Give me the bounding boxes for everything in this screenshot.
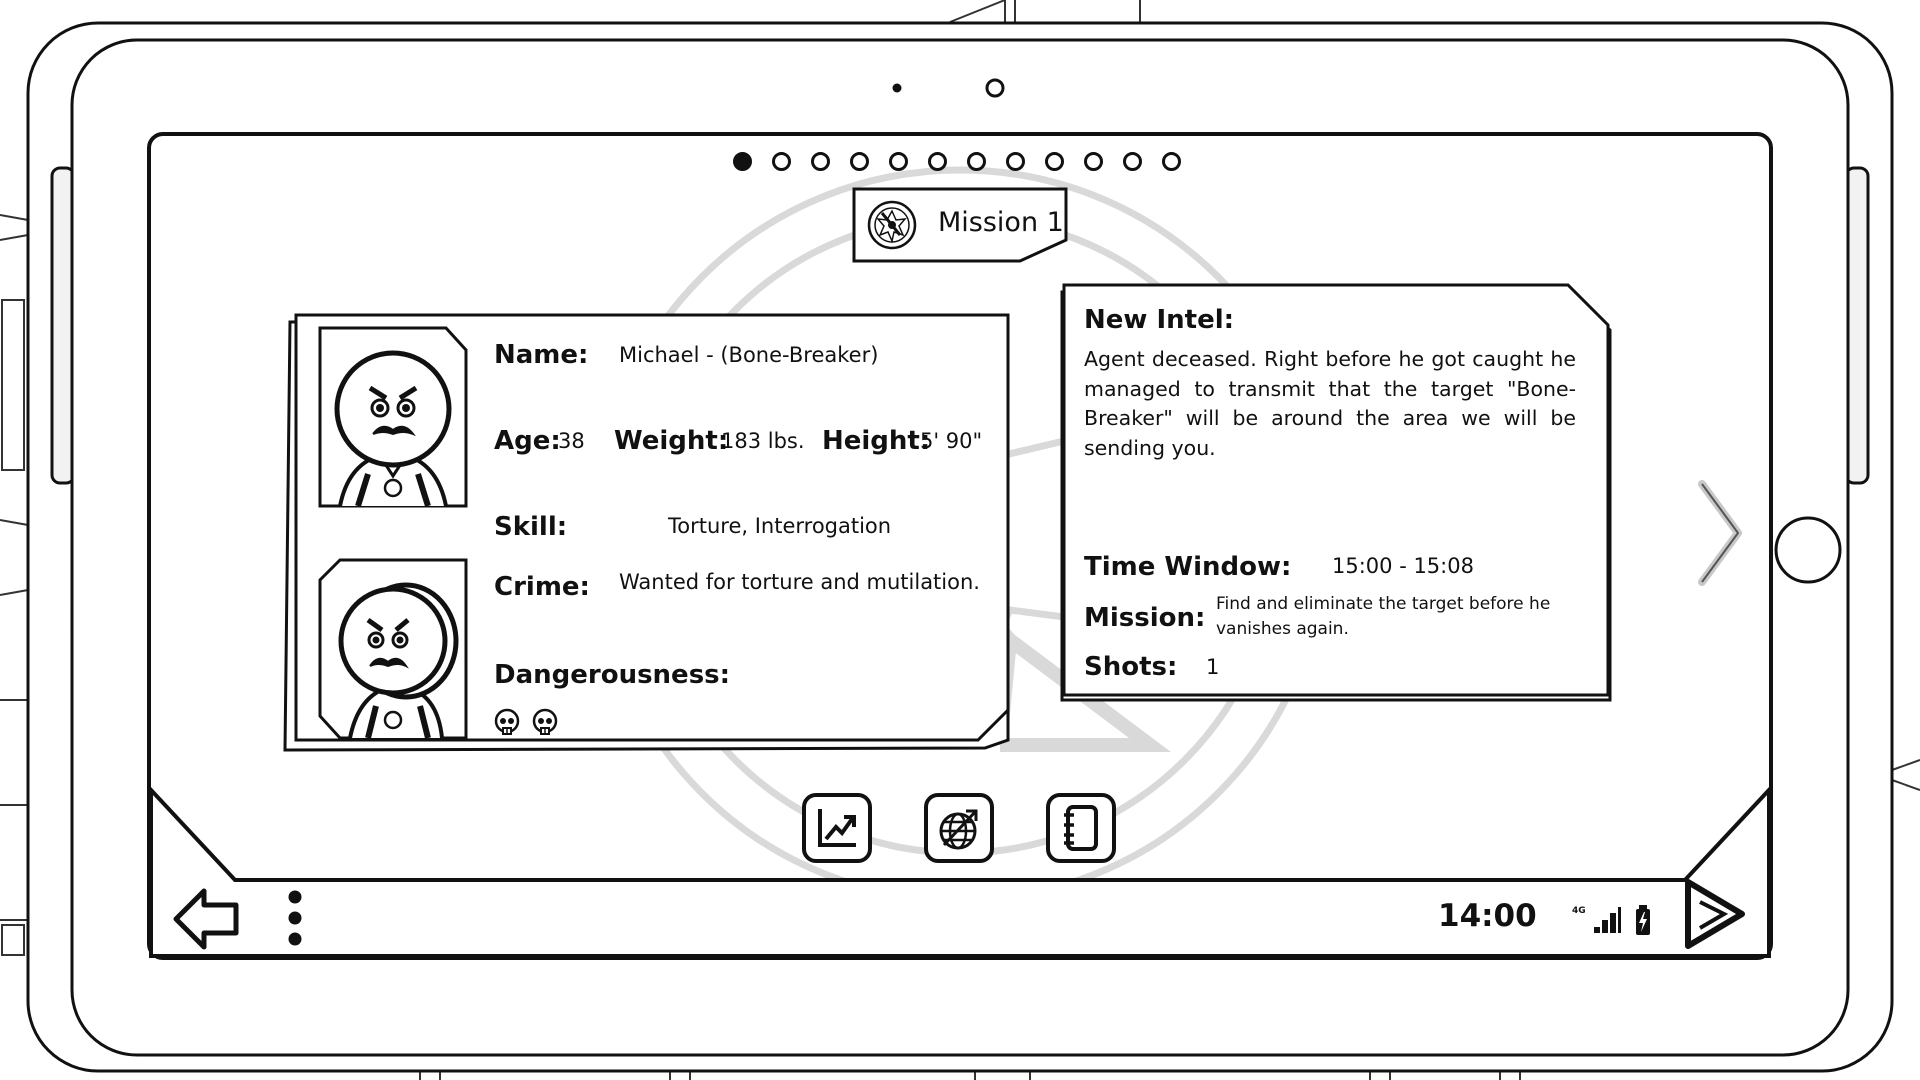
- menu-dots-icon[interactable]: [286, 888, 304, 948]
- target-portrait-front: [318, 326, 468, 508]
- crime-label: Crime:: [494, 572, 590, 602]
- page-dot[interactable]: [928, 152, 947, 171]
- notebook-app-button[interactable]: [1046, 793, 1116, 863]
- skull-icon: [532, 708, 558, 736]
- page-dot[interactable]: [1045, 152, 1064, 171]
- globe-app-button[interactable]: [924, 793, 994, 863]
- page-indicator: [733, 150, 1181, 172]
- page-dot[interactable]: [967, 152, 986, 171]
- page-dot[interactable]: [811, 152, 830, 171]
- intel-body: Agent deceased. Right before he got caught he managed to transmit that the target "Bone-Breaker" will be around the area we will be sending you.: [1084, 347, 1576, 460]
- page-dot[interactable]: [889, 152, 908, 171]
- page-dot[interactable]: [1084, 152, 1103, 171]
- chevron-right-icon[interactable]: [1696, 480, 1744, 586]
- skull-icon: [494, 708, 520, 736]
- mission-title: Mission 1: [938, 207, 1064, 238]
- dangerousness-label: Dangerousness:: [494, 660, 731, 690]
- skill-value: Torture, Interrogation: [668, 514, 892, 538]
- shots-label: Shots:: [1084, 652, 1178, 682]
- time-window-value: 15:00 - 15:08: [1332, 554, 1474, 578]
- mission-description: Find and eliminate the target before he vanishes again.: [1216, 594, 1551, 639]
- page-dot[interactable]: [1162, 152, 1181, 171]
- skill-label: Skill:: [494, 512, 568, 542]
- intel-heading: New Intel:: [1084, 305, 1235, 335]
- age-value: 38: [558, 429, 585, 453]
- home-button[interactable]: [1776, 518, 1840, 582]
- clock: 14:00: [1438, 898, 1537, 934]
- play-icon[interactable]: [1682, 876, 1748, 952]
- height-value: 5' 90": [920, 429, 983, 453]
- crime-value: Wanted for torture and mutilation.: [619, 570, 980, 594]
- time-window-label: Time Window:: [1084, 552, 1292, 582]
- back-arrow-icon[interactable]: [172, 885, 240, 953]
- target-portrait-side: [318, 558, 468, 740]
- shots-value: 1: [1206, 655, 1220, 679]
- page-dot[interactable]: [772, 152, 791, 171]
- mission-tab: [854, 189, 1066, 261]
- age-label: Age:: [494, 426, 561, 456]
- signal-icon: [1592, 906, 1622, 934]
- mission-emblem-icon: [866, 199, 918, 251]
- globe-icon: [934, 803, 984, 853]
- stats-app-button[interactable]: [802, 793, 872, 863]
- stats-chart-icon: [814, 805, 860, 851]
- page-dot[interactable]: [733, 152, 752, 171]
- page-dot[interactable]: [850, 152, 869, 171]
- battery-charging-icon: [1634, 904, 1652, 936]
- dangerousness-rating: [494, 708, 558, 736]
- weight-value: 183 lbs.: [721, 429, 805, 453]
- page-dot[interactable]: [1123, 152, 1142, 171]
- front-camera: [987, 80, 1003, 96]
- front-sensor: [893, 84, 902, 93]
- mission-label: Mission:: [1084, 603, 1206, 633]
- notebook-icon: [1058, 803, 1104, 853]
- weight-label: Weight:: [614, 426, 729, 456]
- height-label: Height:: [822, 426, 931, 456]
- network-type: 4G: [1572, 906, 1586, 916]
- name-value: Michael - (Bone-Breaker): [619, 343, 879, 367]
- name-label: Name:: [494, 340, 589, 370]
- page-dot[interactable]: [1006, 152, 1025, 171]
